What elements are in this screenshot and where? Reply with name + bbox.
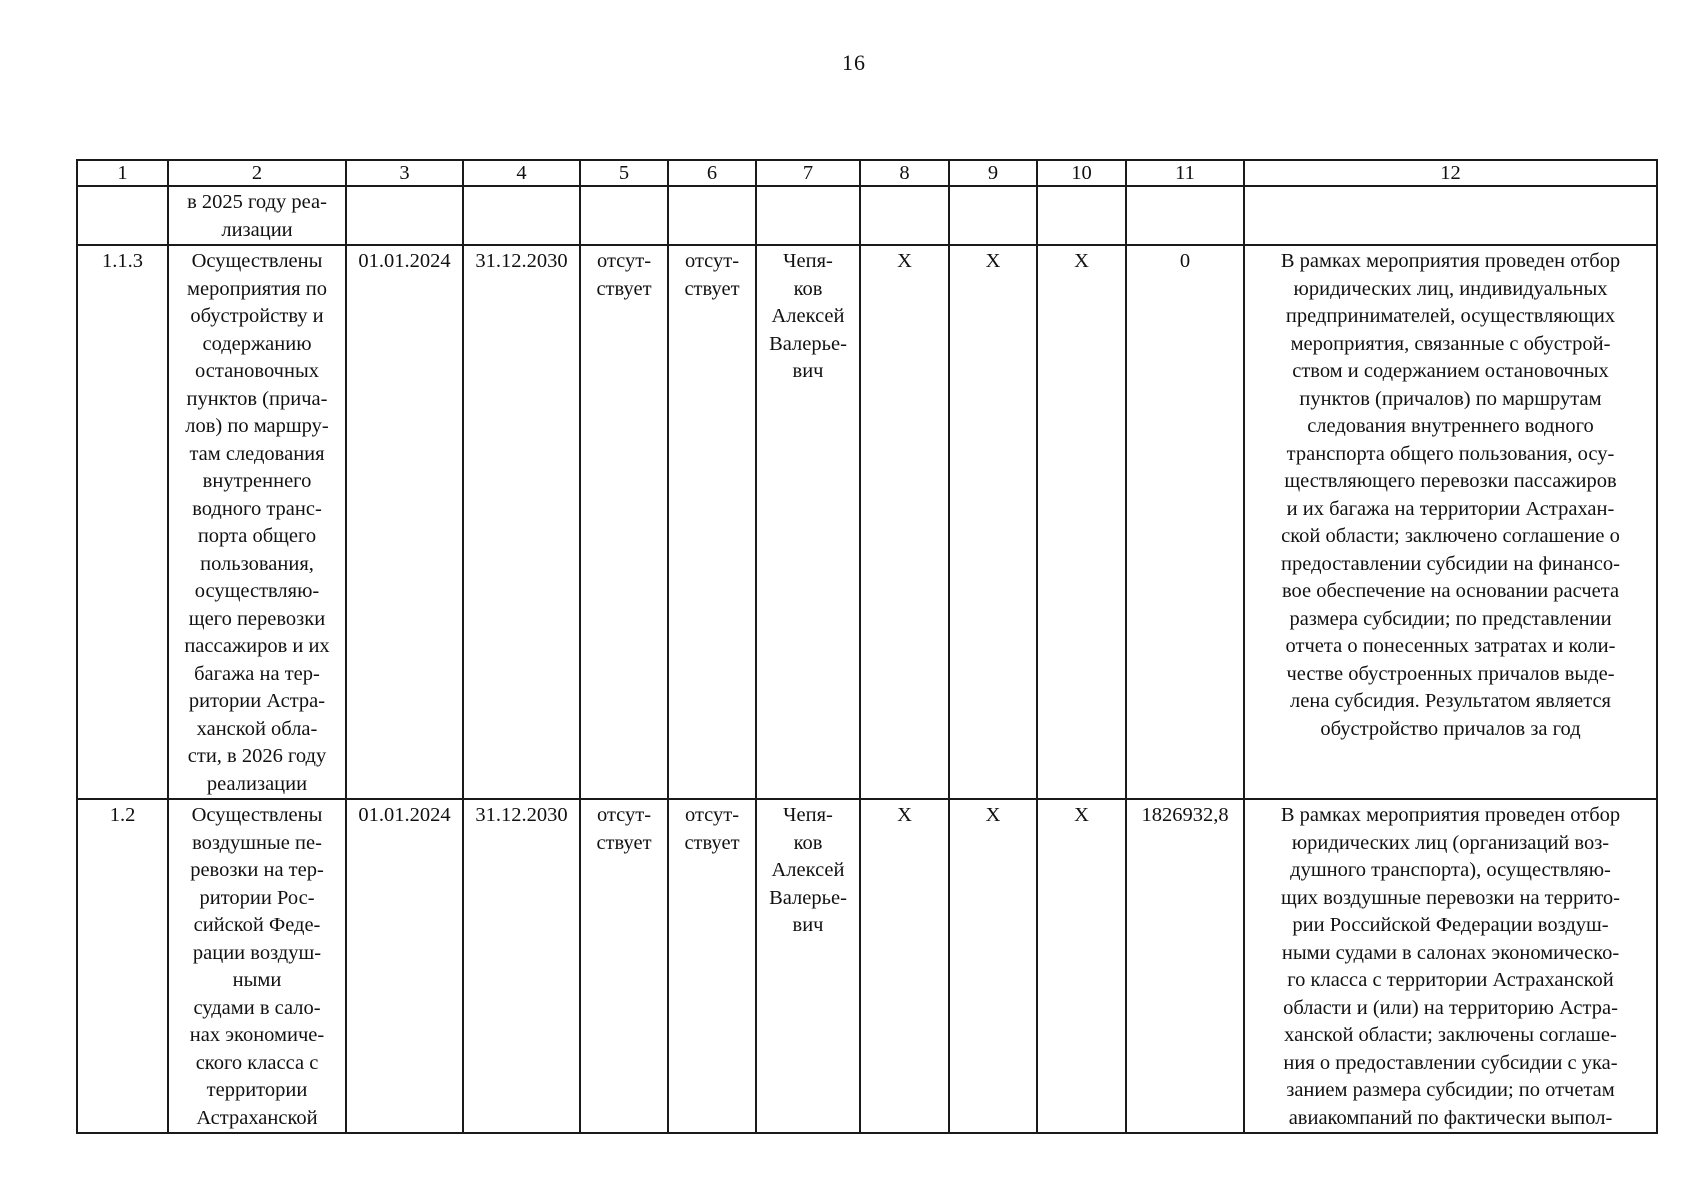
column-number-6: 6	[668, 160, 756, 186]
cell-col5: отсут- ствует	[580, 245, 668, 799]
cell-col10: X	[1037, 245, 1126, 799]
cell-col5: отсут- ствует	[580, 799, 668, 1133]
column-number-5: 5	[580, 160, 668, 186]
cell-col9	[949, 186, 1037, 245]
cell-amount: 0	[1126, 245, 1244, 799]
cell-end-date: 31.12.2030	[463, 245, 580, 799]
column-number-10: 10	[1037, 160, 1126, 186]
column-number-11: 11	[1126, 160, 1244, 186]
cell-activity-name: в 2025 году реа- лизации	[168, 186, 346, 245]
column-number-row	[77, 160, 1657, 186]
cell-code: 1.2	[77, 799, 168, 1133]
cell-description: В рамках мероприятия проведен отбор юридических лиц (организаций воз- душного транспорта), осуществляю- щих воздушные перевозки на террито- рии Российской Федерации воздуш- ными судами в салонах экономическо- го класса с территории Астраханской области и (или) на территорию Астра- ханской области; заключены соглаше- ния о предоставлении субсидии с ука- занием размера субсидии; по отчетам авиакомпаний по фактически выпол-	[1244, 799, 1657, 1133]
cell-start-date	[346, 186, 463, 245]
cell-col8: X	[860, 799, 949, 1133]
cell-col6: отсут- ствует	[668, 245, 756, 799]
column-number-9: 9	[949, 160, 1037, 186]
cell-code: 1.1.3	[77, 245, 168, 799]
column-number-1: 1	[77, 160, 168, 186]
cell-end-date: 31.12.2030	[463, 799, 580, 1133]
table-row	[77, 245, 1657, 799]
cell-col8: X	[860, 245, 949, 799]
cell-description: В рамках мероприятия проведен отбор юридических лиц, индивидуальных предпринимателей, осуществляющих мероприятия, связанные с обустрой- ством и содержанием остановочных пунктов (причалов) по маршрутам следования внутреннего водного транспорта общего пользования, осу- ществляющего перевозки пассажиров и их багажа на территории Астрахан- ской области; заключено соглашение о предоставлении субсидии на финансо- вое обеспечение на основании расчета размера субсидии; по представлении отчета о понесенных затратах и коли- честве обустроенных причалов выде- лена субсидия. Результатом является обустройство причалов за год	[1244, 245, 1657, 799]
page-number: 16	[842, 50, 866, 75]
table-row	[77, 799, 1657, 1133]
cell-activity-name: Осуществлены воздушные пе- ревозки на тер- ритории Рос- сийской Феде- рации воздуш- ными судами в сало- нах экономиче- ского класса с территории Астраханской	[168, 799, 346, 1133]
cell-amount	[1126, 186, 1244, 245]
cell-start-date: 01.01.2024	[346, 799, 463, 1133]
cell-col9: X	[949, 799, 1037, 1133]
column-number-3: 3	[346, 160, 463, 186]
cell-description	[1244, 186, 1657, 245]
cell-responsible	[756, 186, 860, 245]
activities-table	[76, 159, 1658, 1134]
cell-responsible: Чепя- ков Алексей Валерье- вич	[756, 799, 860, 1133]
column-number-7: 7	[756, 160, 860, 186]
column-number-2: 2	[168, 160, 346, 186]
cell-col5	[580, 186, 668, 245]
column-number-12: 12	[1244, 160, 1657, 186]
cell-responsible: Чепя- ков Алексей Валерье- вич	[756, 245, 860, 799]
cell-col9: X	[949, 245, 1037, 799]
column-number-8: 8	[860, 160, 949, 186]
cell-col8	[860, 186, 949, 245]
cell-col10: X	[1037, 799, 1126, 1133]
continuation-row	[77, 186, 1657, 245]
cell-activity-name: Осуществлены мероприятия по обустройству и содержанию остановочных пунктов (прича- лов) по маршру- там следования внутреннего водного транс- порта общего пользования, осуществляю- щего перевозки пассажиров и их багажа на тер- ритории Астра- ханской обла- сти, в 2026 году реализации	[168, 245, 346, 799]
cell-col6: отсут- ствует	[668, 799, 756, 1133]
cell-code	[77, 186, 168, 245]
cell-col6	[668, 186, 756, 245]
cell-col10	[1037, 186, 1126, 245]
cell-start-date: 01.01.2024	[346, 245, 463, 799]
column-number-4: 4	[463, 160, 580, 186]
cell-end-date	[463, 186, 580, 245]
cell-amount: 1826932,8	[1126, 799, 1244, 1133]
